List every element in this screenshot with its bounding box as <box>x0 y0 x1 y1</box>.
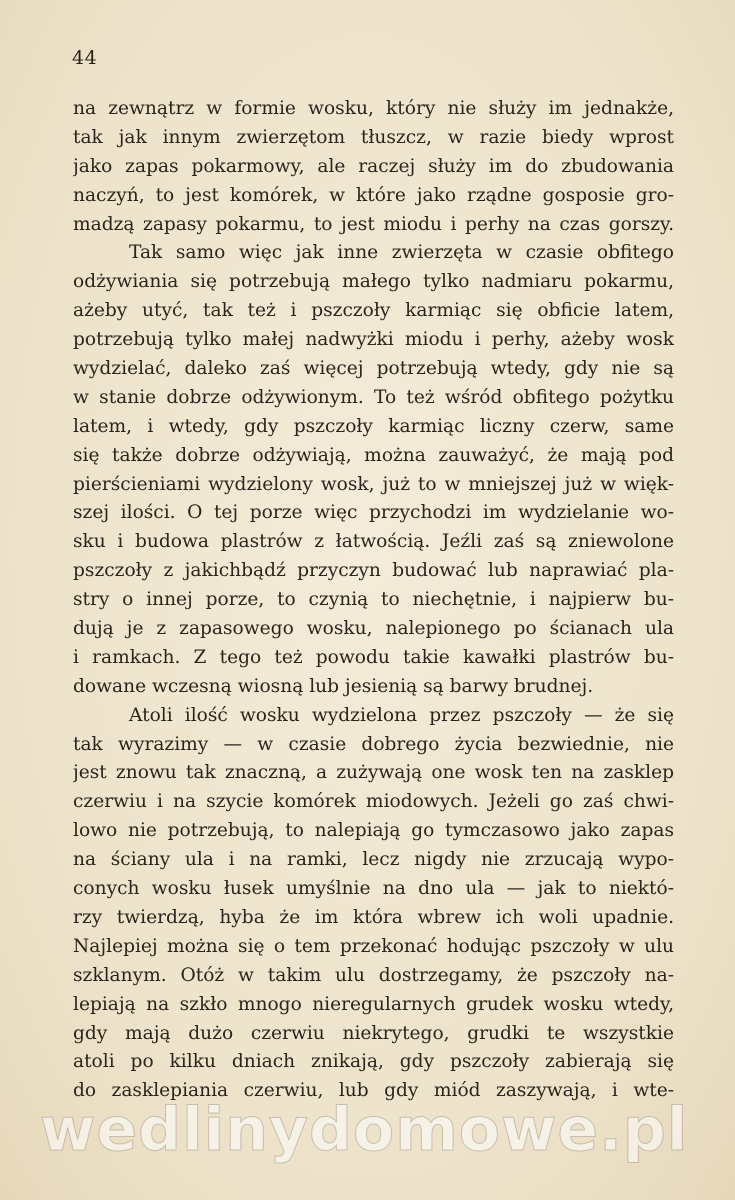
body-text <box>73 95 674 1106</box>
text-line: szklanym. Otóż w takim ulu dostrzegamy, że pszczoły na- <box>73 964 674 986</box>
text-line: gdy mają dużo czerwiu niekrytego, grudki te wszystkie <box>73 1022 674 1044</box>
text-line: sku i budowa plastrów z łatwością. Jeźli zaś są zniewolone <box>73 531 674 553</box>
text-line: lepiają na szkło mnogo nieregularnych grudek wosku wtedy, <box>73 993 674 1015</box>
text-line: szej ilości. O tej porze więc przychodzi im wydzielanie wo- <box>73 502 674 524</box>
text-line: w stanie dobrze odżywionym. To też wśród obfitego pożytku <box>73 386 674 408</box>
text-line: na zewnątrz w formie wosku, który nie służy im jednakże, <box>73 98 674 119</box>
text-line: wydzielać, daleko zaś więcej potrzebują wtedy, gdy nie są <box>73 358 674 380</box>
text-line: jest znowu tak znaczną, a zużywają one wosk ten na zasklep <box>73 762 674 784</box>
text-line: Atoli ilość wosku wydzielona przez pszczoły — że się <box>129 704 674 726</box>
text-line: conych wosku łusek umyślnie na dno ula — jak to niektó- <box>73 878 674 900</box>
page-number: 44 <box>72 47 98 69</box>
text-line: do zasklepiania czerwiu, lub gdy miód zaszywają, i wte- <box>73 1080 674 1102</box>
text-line: ażeby utyć, tak też i pszczoły karmiąc się obficie latem, <box>73 300 674 322</box>
text-line: się także dobrze odżywiają, można zauważyć, że mają pod <box>73 444 674 466</box>
text-line: rzy twierdzą, hyba że im która wbrew ich woli upadnie. <box>73 906 674 928</box>
text-line: pszczoły z jakichbądź przyczyn budować lub naprawiać pla- <box>73 560 674 582</box>
text-line: i ramkach. Z tego też powodu takie kawałki plastrów bu- <box>73 646 674 668</box>
text-line: odżywiania się potrzebują małego tylko nadmiaru pokarmu, <box>73 271 674 293</box>
text-line: dowane wczesną wiosną lub jesienią są barwy brudnej. <box>73 675 594 697</box>
text-line: Tak samo więc jak inne zwierzęta w czasie obfitego <box>129 242 674 264</box>
text-line: naczyń, to jest komórek, w które jako rządne gosposie gro- <box>73 184 674 206</box>
text-line: madzą zapasy pokarmu, to jest miodu i perhy na czas gorszy. <box>73 213 674 235</box>
text-line: tak wyrazimy — w czasie dobrego życia bezwiednie, nie <box>73 733 674 755</box>
text-line: pierścieniami wydzielony wosk, już to w mniejszej już w więk- <box>73 473 674 495</box>
text-line: lowo nie potrzebują, to nalepiają go tymczasowo jako zapas <box>73 820 674 842</box>
text-line: latem, i wtedy, gdy pszczoły karmiąc liczny czerw, same <box>73 415 674 437</box>
text-line: na ściany ula i na ramki, lecz nigdy nie zrzucają wypo- <box>73 849 674 871</box>
text-line: atoli po kilku dniach znikają, gdy pszczoły zabierają się <box>73 1051 674 1073</box>
text-line: potrzebują tylko małej nadwyżki miodu i perhy, ażeby wosk <box>73 329 674 351</box>
watermark: wedlinydomowe.pl <box>40 1095 689 1165</box>
text-line: jako zapas pokarmowy, ale raczej służy im do zbudowania <box>73 155 674 177</box>
text-line: tak jak innym zwierzętom tłuszcz, w razie biedy wprost <box>73 126 674 148</box>
text-line: czerwiu i na szycie komórek miodowych. Jeżeli go zaś chwi- <box>73 791 674 813</box>
text-line: Najlepiej można się o tem przekonać hodując pszczoły w ulu <box>73 935 674 957</box>
text-line: dują je z zapasowego wosku, nalepionego po ścianach ula <box>73 618 674 640</box>
text-line: stry o innej porze, to czynią to niechętnie, i najpierw bu- <box>73 589 674 611</box>
